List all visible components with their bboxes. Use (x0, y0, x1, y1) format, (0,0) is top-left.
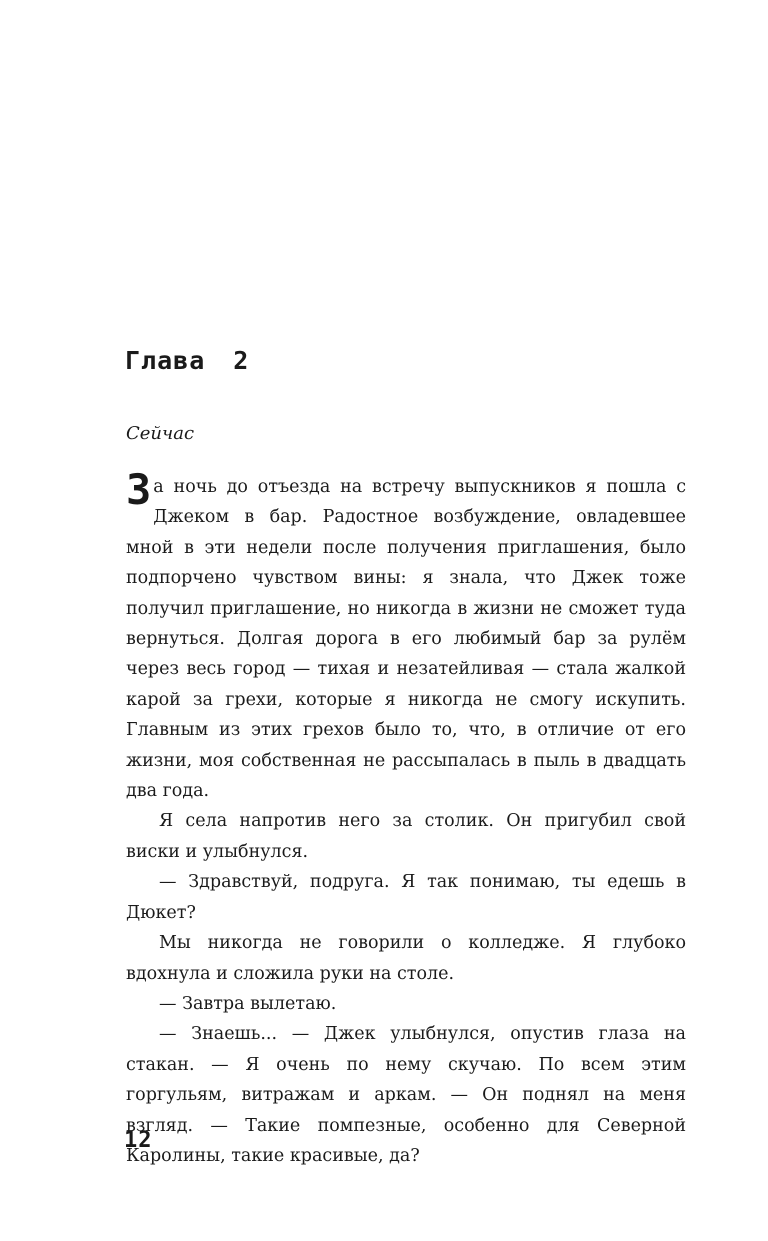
drop-cap: З (126, 465, 152, 514)
chapter-label: Глава (125, 346, 206, 375)
body-text (126, 465, 686, 1171)
chapter-number: 2 (233, 346, 250, 375)
paragraph-5: — Завтра вылетаю. (159, 993, 337, 1014)
paragraph-3: — Здравствуй, подруга. Я так понимаю, ты едешь в Дюкет? (126, 872, 686, 923)
paragraph-6: — Знаешь... — Джек улыбнулся, опустив глаза на стакан. — Я очень по нему скучаю. По всем этим горгульям, витражам и аркам. — Он поднял на меня взгляд. — Такие помпезные, особенно для Северной Каролины, такие красивые, да? (126, 1024, 686, 1166)
paragraph-2: Я села напротив него за столик. Он пригубил свой виски и улыбнулся. (126, 811, 686, 862)
paragraph-4: Мы никогда не говорили о колледже. Я глубоко вдохнула и сложила руки на столе. (126, 933, 686, 984)
paragraph-1-text: а ночь до отъезда на встречу выпускников я пошла с Джеком в бар. Радостное возбуждение, овладевшее мной в эти недели после получения приглашения, было подпорчено чувством вины: я знала, что Джек тоже получил приглашение, но никогда в жизни не сможет туда вернуться. Долгая дорога в его любимый бар за рулём через весь город — тихая и незатейливая — стала жалкой карой за грехи, которые я никогда не смогу искупить. Главным из этих грехов было то, что, в отличие от его жизни, моя собственная не рассыпалась в пыль в двадцать два года. (126, 477, 686, 802)
page-number: 12 (124, 1128, 153, 1153)
chapter-heading (125, 346, 249, 375)
chapter-subtitle: Сейчас (126, 423, 195, 444)
paragraph-1 (126, 465, 686, 806)
